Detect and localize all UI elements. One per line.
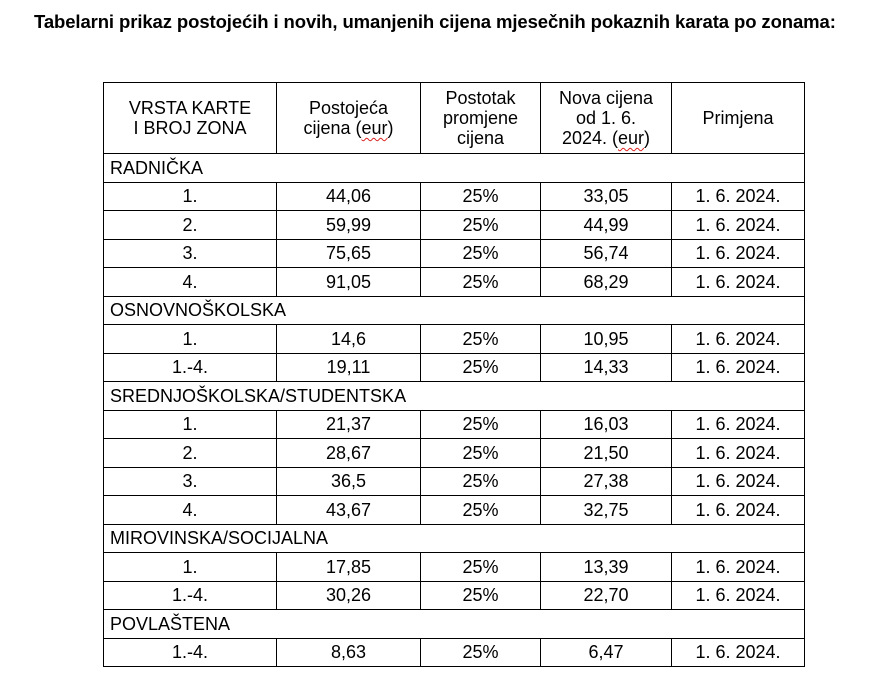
percent-cell: 25% — [421, 239, 541, 268]
existing-price-cell: 21,37 — [277, 410, 421, 439]
applies-cell: 1. 6. 2024. — [672, 268, 805, 297]
applies-cell: 1. 6. 2024. — [672, 581, 805, 610]
header-percent-change — [421, 83, 541, 154]
percent-cell: 25% — [421, 638, 541, 667]
zone-cell: 1. — [104, 410, 277, 439]
category-row — [104, 524, 805, 553]
existing-price-cell: 43,67 — [277, 496, 421, 525]
applies-cell: 1. 6. 2024. — [672, 439, 805, 468]
document-title: Tabelarni prikaz postojećih i novih, umanjenih cijena mjesečnih pokaznih karata po zonama: — [34, 11, 836, 32]
new-price-cell: 10,95 — [541, 325, 672, 354]
new-price-cell: 13,39 — [541, 553, 672, 582]
existing-price-cell: 17,85 — [277, 553, 421, 582]
header-text: promjene — [442, 108, 519, 128]
percent-cell: 25% — [421, 410, 541, 439]
existing-price-cell: 19,11 — [277, 353, 421, 382]
header-ticket-type — [104, 83, 277, 154]
percent-cell: 25% — [421, 211, 541, 240]
table-row — [104, 268, 805, 297]
percent-cell: 25% — [421, 553, 541, 582]
table-row — [104, 353, 805, 382]
table-row — [104, 467, 805, 496]
header-text: Postotak — [445, 88, 516, 108]
header-text: ) — [644, 128, 651, 148]
header-text: ) — [387, 118, 394, 138]
applies-cell: 1. 6. 2024. — [672, 239, 805, 268]
applies-cell: 1. 6. 2024. — [672, 325, 805, 354]
existing-price-cell: 91,05 — [277, 268, 421, 297]
new-price-cell: 27,38 — [541, 467, 672, 496]
zone-cell: 4. — [104, 496, 277, 525]
header-text: Nova cijena — [558, 88, 654, 108]
new-price-cell: 68,29 — [541, 268, 672, 297]
existing-price-cell: 75,65 — [277, 239, 421, 268]
category-label: POVLAŠTENA — [104, 610, 805, 639]
zone-cell: 3. — [104, 467, 277, 496]
header-new-price — [541, 83, 672, 154]
new-price-cell: 56,74 — [541, 239, 672, 268]
zone-cell: 2. — [104, 439, 277, 468]
category-label: MIROVINSKA/SOCIJALNA — [104, 524, 805, 553]
category-row — [104, 154, 805, 183]
table-header-row — [104, 83, 805, 154]
percent-cell: 25% — [421, 496, 541, 525]
applies-cell: 1. 6. 2024. — [672, 553, 805, 582]
header-existing-price — [277, 83, 421, 154]
percent-cell: 25% — [421, 268, 541, 297]
percent-cell: 25% — [421, 182, 541, 211]
zone-cell: 1. — [104, 182, 277, 211]
table-row — [104, 211, 805, 240]
zone-cell: 1.-4. — [104, 581, 277, 610]
percent-cell: 25% — [421, 581, 541, 610]
zone-cell: 2. — [104, 211, 277, 240]
applies-cell: 1. 6. 2024. — [672, 496, 805, 525]
existing-price-cell: 28,67 — [277, 439, 421, 468]
table-row — [104, 638, 805, 667]
category-label: SREDNJOŠKOLSKA/STUDENTSKA — [104, 382, 805, 411]
zone-cell: 3. — [104, 239, 277, 268]
new-price-cell: 14,33 — [541, 353, 672, 382]
header-text: cijena ( — [303, 118, 362, 138]
existing-price-cell: 36,5 — [277, 467, 421, 496]
table-row — [104, 553, 805, 582]
percent-cell: 25% — [421, 439, 541, 468]
category-label: OSNOVNOŠKOLSKA — [104, 296, 805, 325]
price-table — [103, 82, 805, 667]
table-row — [104, 410, 805, 439]
header-text: VRSTA KARTE — [128, 98, 252, 118]
header-text: I BROJ ZONA — [133, 118, 247, 138]
new-price-cell: 21,50 — [541, 439, 672, 468]
percent-cell: 25% — [421, 353, 541, 382]
table-row — [104, 439, 805, 468]
currency-text: eur — [618, 128, 645, 148]
table-row — [104, 239, 805, 268]
zone-cell: 1.-4. — [104, 638, 277, 667]
header-text: 2024. ( — [561, 128, 619, 148]
applies-cell: 1. 6. 2024. — [672, 467, 805, 496]
header-text: od 1. 6. — [575, 108, 637, 128]
applies-cell: 1. 6. 2024. — [672, 638, 805, 667]
existing-price-cell: 8,63 — [277, 638, 421, 667]
new-price-cell: 33,05 — [541, 182, 672, 211]
table-row — [104, 581, 805, 610]
category-label: RADNIČKA — [104, 154, 805, 183]
table-row — [104, 496, 805, 525]
currency-text: eur — [361, 118, 388, 138]
new-price-cell: 6,47 — [541, 638, 672, 667]
applies-cell: 1. 6. 2024. — [672, 182, 805, 211]
existing-price-cell: 44,06 — [277, 182, 421, 211]
new-price-cell: 22,70 — [541, 581, 672, 610]
zone-cell: 4. — [104, 268, 277, 297]
table-row — [104, 182, 805, 211]
new-price-cell: 32,75 — [541, 496, 672, 525]
existing-price-cell: 30,26 — [277, 581, 421, 610]
applies-cell: 1. 6. 2024. — [672, 410, 805, 439]
table-row — [104, 325, 805, 354]
header-text — [277, 118, 420, 138]
category-row — [104, 610, 805, 639]
applies-cell: 1. 6. 2024. — [672, 353, 805, 382]
header-text — [541, 128, 671, 148]
header-text: cijena — [456, 128, 505, 148]
percent-cell: 25% — [421, 467, 541, 496]
existing-price-cell: 59,99 — [277, 211, 421, 240]
new-price-cell: 44,99 — [541, 211, 672, 240]
applies-cell: 1. 6. 2024. — [672, 211, 805, 240]
zone-cell: 1.-4. — [104, 353, 277, 382]
category-row — [104, 296, 805, 325]
zone-cell: 1. — [104, 325, 277, 354]
header-text: Postojeća — [308, 98, 389, 118]
header-applies-from: Primjena — [672, 83, 805, 154]
new-price-cell: 16,03 — [541, 410, 672, 439]
percent-cell: 25% — [421, 325, 541, 354]
category-row — [104, 382, 805, 411]
zone-cell: 1. — [104, 553, 277, 582]
existing-price-cell: 14,6 — [277, 325, 421, 354]
